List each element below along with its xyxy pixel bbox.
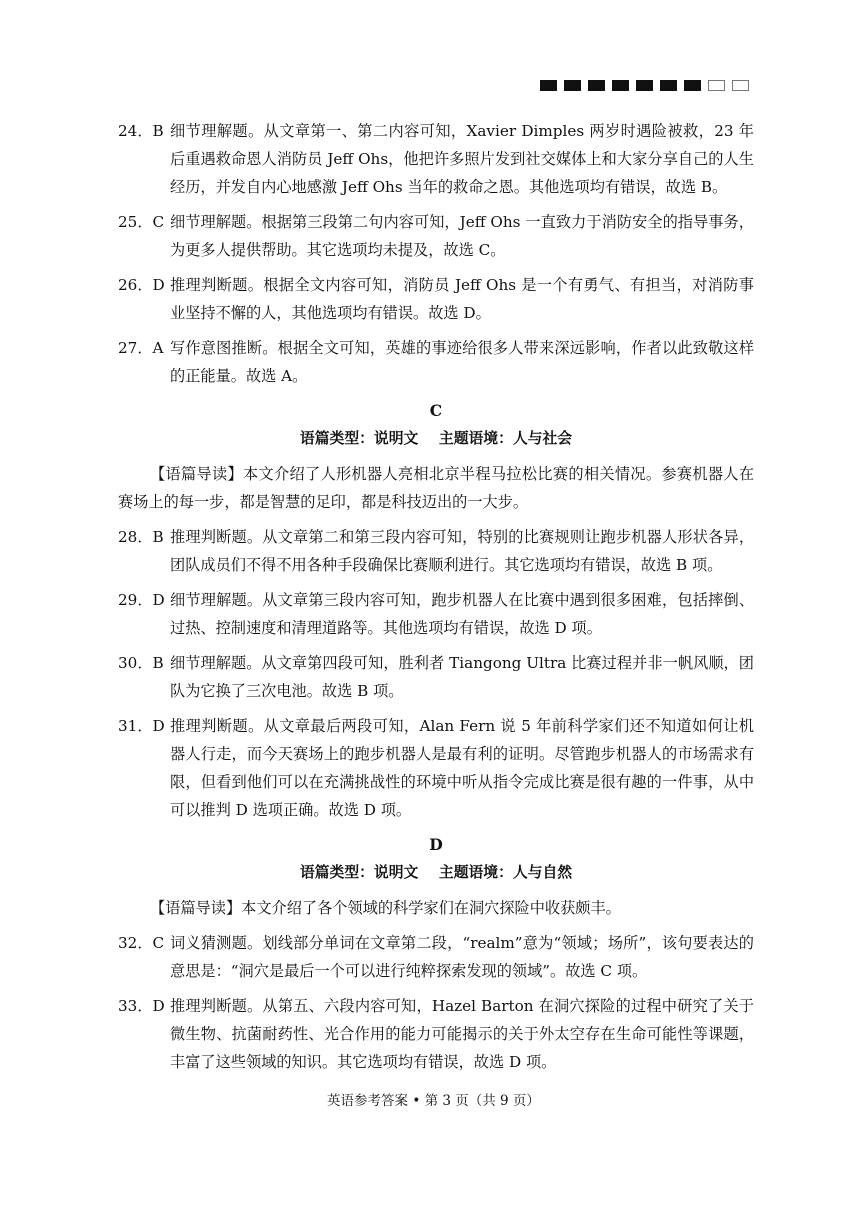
answer-item-32 (118, 929, 754, 985)
progress-mark-filled (684, 80, 701, 91)
answer-explanation: 推理判断题。从文章最后两段可知，Alan Fern 说 5 年前科学家们还不知道如何让机器人行走，而今天赛场上的跑步机器人是最有利的证明。尽管跑步机器人的市场需求有限，但看到他们可以在充满挑战性的环境中听从指令完成比赛是很有趣的一件事，从中可以推判 D 选项正确。故选 D 项。 (170, 717, 754, 819)
answer-explanation: 细节理解题。从文章第三段内容可知，跑步机器人在比赛中遇到很多困难，包括摔倒、过热、控制速度和清理道路等。其他选项均有错误，故选 D 项。 (170, 591, 754, 637)
answer-item-33 (118, 992, 754, 1076)
answer-explanation: 写作意图推断。根据全文可知，英雄的事迹给很多人带来深远影响，作者以此致敬这样的正能量。故选 A。 (170, 339, 754, 385)
section-genre-line-d: 语篇类型：说明文 主题语境：人与自然 (299, 864, 573, 881)
progress-mark-filled (612, 80, 629, 91)
answer-explanation: 词义猜测题。划线部分单词在文章第二段，“realm”意为“领域；场所”，该句要表达的意思是：“洞穴是最后一个可以进行纯粹探索发现的领域”。故选 C 项。 (170, 934, 754, 980)
answer-number: 32．C (118, 934, 165, 952)
answer-item-30 (118, 649, 754, 705)
answer-item-24 (118, 117, 754, 201)
section-intro-c: 【语篇导读】本文介绍了人形机器人亮相北京半程马拉松比赛的相关情况。参赛机器人在赛场上的每一步，都是智慧的足印，都是科技迈出的一大步。 (118, 465, 754, 511)
section-genre-line-c: 语篇类型：说明文 主题语境：人与社会 (299, 430, 573, 447)
answer-explanation: 推理判断题。从文章第二和第三段内容可知，特别的比赛规则让跑步机器人形状各异，团队成员们不得不用各种手段确保比赛顺利进行。其它选项均有错误，故选 B 项。 (170, 528, 754, 574)
progress-mark-filled (564, 80, 581, 91)
progress-mark-filled (636, 80, 653, 91)
section-intro-d: 【语篇导读】本文介绍了各个领域的科学家们在洞穴探险中收获颇丰。 (150, 899, 621, 917)
progress-mark-filled (588, 80, 605, 91)
answer-item-26 (118, 271, 754, 327)
section-heading-d: D (429, 835, 443, 854)
page-footer: 英语参考答案 • 第 3 页（共 9 页） (327, 1093, 540, 1109)
answer-number: 24．B (118, 122, 164, 140)
answer-content (118, 117, 754, 1083)
progress-mark-filled (540, 80, 557, 91)
answer-explanation: 推理判断题。从第五、六段内容可知，Hazel Barton 在洞穴探险的过程中研究了关于微生物、抗菌耐药性、光合作用的能力可能揭示的关于外太空存在生命可能性等课题，丰富了这些领域的知识。其它选项均有错误，故选 D 项。 (170, 997, 754, 1071)
answer-number: 30．B (118, 654, 164, 672)
answer-explanation: 推理判断题。根据全文内容可知，消防员 Jeff Ohs 是一个有勇气、有担当，对消防事业坚持不懈的人，其他选项均有错误。故选 D。 (170, 276, 754, 322)
answer-number: 28．B (118, 528, 164, 546)
answer-item-25 (118, 208, 754, 264)
answer-number: 25．C (118, 213, 165, 231)
progress-mark-empty (732, 80, 749, 91)
answer-number: 29．D (118, 591, 165, 609)
progress-mark-empty (708, 80, 725, 91)
answer-item-29 (118, 586, 754, 642)
section-heading-c: C (429, 401, 443, 420)
answer-explanation: 细节理解题。根据第三段第二句内容可知，Jeff Ohs 一直致力于消防安全的指导事务，为更多人提供帮助。其它选项均未提及，故选 C。 (170, 213, 754, 259)
answer-item-31 (118, 712, 754, 824)
answer-number: 33．D (118, 997, 165, 1015)
answer-explanation: 细节理解题。从文章第四段可知，胜利者 Tiangong Ultra 比赛过程并非一帆风顺，团队为它换了三次电池。故选 B 项。 (170, 654, 754, 700)
answer-number: 27．A (118, 339, 164, 357)
answer-item-28 (118, 523, 754, 579)
answer-number: 26．D (118, 276, 165, 294)
answer-explanation: 细节理解题。从文章第一、第二内容可知，Xavier Dimples 两岁时遇险被救，23 年后重遇救命恩人消防员 Jeff Ohs，他把许多照片发到社交媒体上和大家分享自己的人生经历，并发自内心地感激 Jeff Ohs 当年的救命之恩。其他选项均有错误，故选 B。 (170, 122, 754, 196)
answer-item-27 (118, 334, 754, 390)
progress-mark-filled (660, 80, 677, 91)
answer-number: 31．D (118, 717, 165, 735)
page-progress-marks (540, 80, 749, 91)
